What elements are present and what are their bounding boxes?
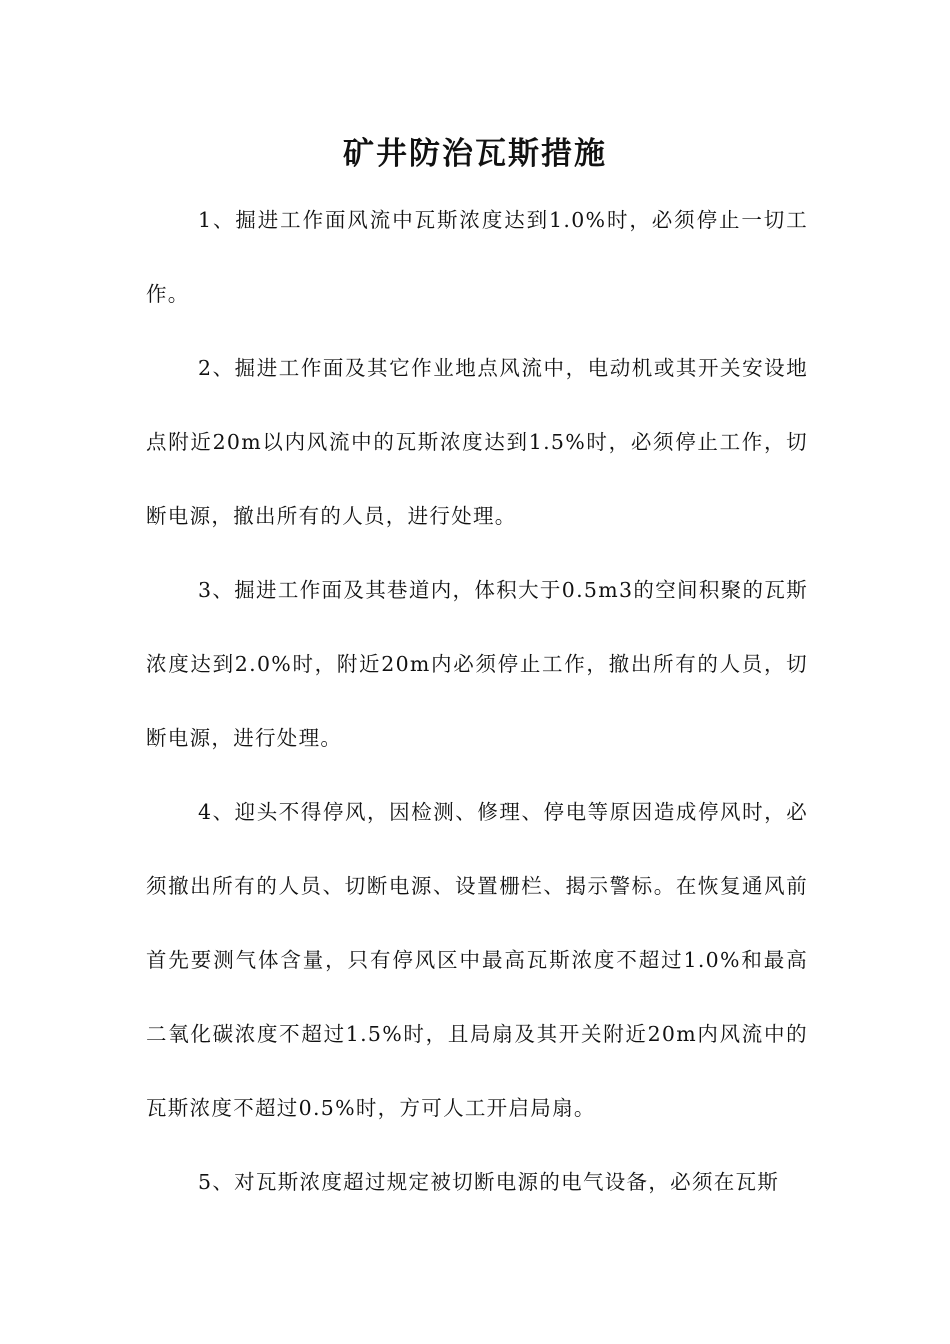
paragraph-5: 5、对瓦斯浓度超过规定被切断电源的电气设备，必须在瓦斯	[198, 1170, 780, 1194]
document-body	[146, 183, 808, 1219]
paragraph-1: 1、掘进工作面风流中瓦斯浓度达到1.0%时，必须停止一切工作。	[146, 208, 808, 306]
paragraph-2: 2、掘进工作面及其它作业地点风流中，电动机或其开关安设地点附近20m以内风流中的瓦斯浓度达到1.5%时，必须停止工作，切断电源，撤出所有的人员，进行处理。	[146, 356, 808, 528]
paragraph-3: 3、掘进工作面及其巷道内，体积大于0.5m3的空间积聚的瓦斯浓度达到2.0%时，附近20m内必须停止工作，撤出所有的人员，切断电源，进行处理。	[146, 578, 808, 750]
document-title: 矿井防治瓦斯措施	[343, 136, 607, 172]
paragraph-4: 4、迎头不得停风，因检测、修理、停电等原因造成停风时，必须撤出所有的人员、切断电源、设置栅栏、揭示警标。在恢复通风前首先要测气体含量，只有停风区中最高瓦斯浓度不超过1.0%和最高二氧化碳浓度不超过1.5%时，且局扇及其开关附近20m内风流中的瓦斯浓度不超过0.5%时，方可人工开启局扇。	[146, 800, 808, 1120]
